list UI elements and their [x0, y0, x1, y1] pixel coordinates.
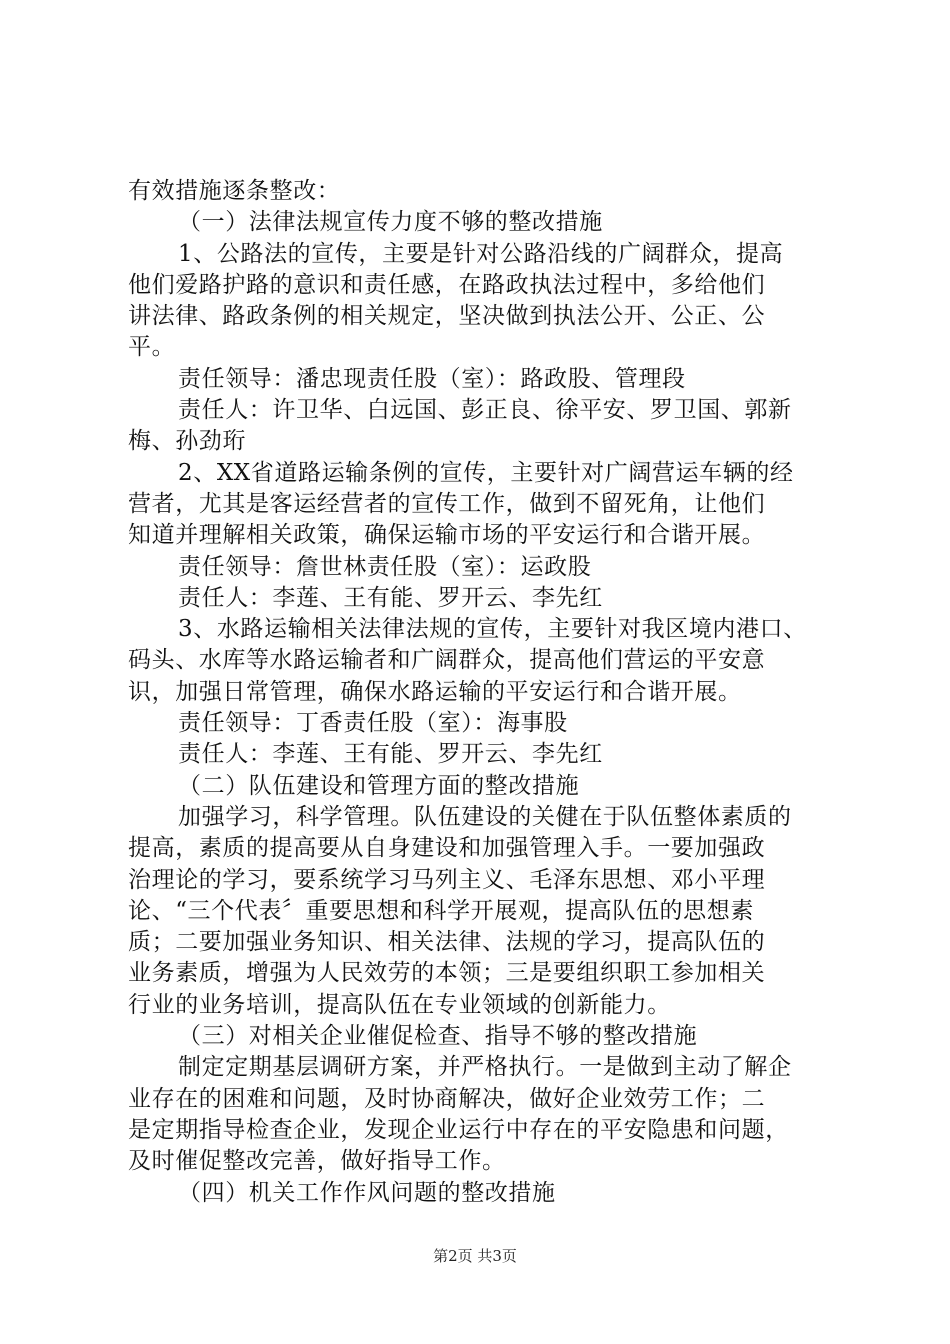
responsible-person-line: 责任人：许卫华、白远国、彭正良、徐平安、罗卫国、郭新 [178, 397, 792, 424]
body-line: 有效措施逐条整改： [128, 178, 341, 204]
responsible-leader-line: 责任领导：潘忠现责任股（室）：路政股、管理段 [178, 365, 686, 392]
section-heading: （二）队伍建设和管理方面的整改措施 [178, 772, 580, 799]
body-line: 提高，素质的提高要从自身建设和加强管理入手。一要加强政 [128, 835, 766, 862]
page-footer: 第2页 共3页 [433, 1247, 517, 1265]
body-line: 平。 [128, 334, 176, 361]
body-line: 治理论的学习，要系统学习马列主义、毛泽东思想、邓小平理 [128, 866, 766, 893]
document-body [128, 176, 828, 1209]
body-line: 营者，尤其是客运经营者的宣传工作，做到不留死角，让他们 [128, 490, 766, 517]
responsible-person-line: 责任人：李莲、王有能、罗开云、李先红 [178, 584, 603, 611]
section-heading: （三）对相关企业催促检查、指导不够的整改措施 [178, 1023, 698, 1050]
body-line: 论、“三个代表〞重要思想和科学开展观，提高队伍的思想素 [128, 897, 754, 924]
body-line: 他们爱路护路的意识和责任感，在路政执法过程中，多给他们 [128, 271, 766, 298]
section-heading: （四）机关工作作风问题的整改措施 [178, 1179, 556, 1206]
body-line: 行业的业务培训，提高队伍在专业领域的创新能力。 [128, 991, 671, 1018]
body-line: 码头、水库等水路运输者和广阔群众，提高他们营运的平安意 [128, 647, 766, 674]
body-line: 加强学习，科学管理。队伍建设的关健在于队伍整体素质的 [178, 803, 792, 830]
body-line: 识，加强日常管理，确保水路运输的平安运行和合谐开展。 [128, 678, 742, 705]
body-line: 及时催促整改完善，做好指导工作。 [128, 1148, 506, 1175]
body-line: 讲法律、路政条例的相关规定，坚决做到执法公开、公正、公 [128, 303, 766, 330]
body-line: 3、水路运输相关法律法规的宣传，主要针对我区境内港口、 [178, 616, 807, 643]
body-line: 知道并理解相关政策，确保运输市场的平安运行和合谐开展。 [128, 522, 766, 549]
body-line: 1、公路法的宣传，主要是针对公路沿线的广阔群众，提高 [178, 240, 784, 267]
body-line: 梅、孙劲珩 [128, 428, 246, 455]
section-heading: （一）法律法规宣传力度不够的整改措施 [178, 209, 603, 236]
body-line: 业存在的困难和问题，及时协商解决，做好企业效劳工作；二 [128, 1085, 766, 1112]
responsible-leader-line: 责任领导：丁香责任股（室）：海事股 [178, 710, 568, 737]
responsible-person-line: 责任人：李莲、王有能、罗开云、李先红 [178, 741, 603, 768]
body-line: 质；二要加强业务知识、相关法律、法规的学习，提高队伍的 [128, 929, 766, 956]
body-line: 制定定期基层调研方案，并严格执行。一是做到主动了解企 [178, 1054, 792, 1081]
body-line: 业务素质，增强为人民效劳的本领；三是要组织职工参加相关 [128, 960, 766, 987]
body-line: 是定期指导检查企业，发现企业运行中存在的平安隐患和问题， [128, 1116, 789, 1143]
responsible-leader-line: 责任领导：詹世林责任股（室）：运政股 [178, 553, 592, 580]
body-line: 2、XX省道路运输条例的宣传，主要针对广阔营运车辆的经 [178, 459, 794, 486]
